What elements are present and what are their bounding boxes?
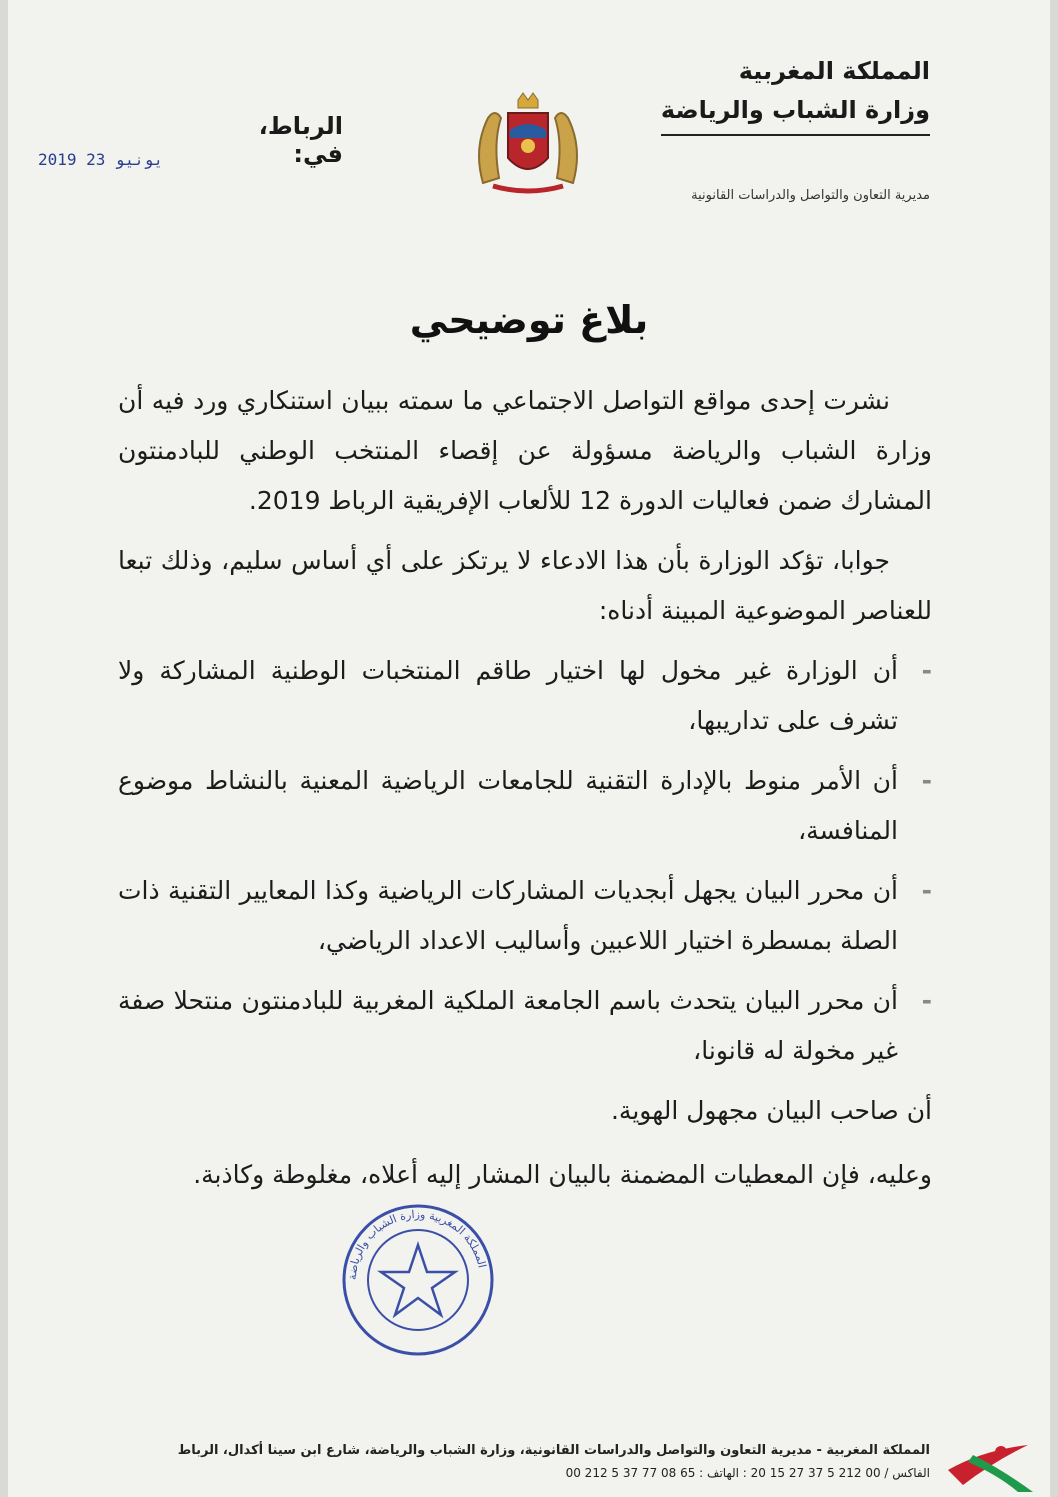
list-item: - أن محرر البيان يجهل أبجديات المشاركات الرياضية وكذا المعايير التقنية ذات الصلة بمسطرة اختيار اللاعبين وأساليب الاعداد الرياضي، [118,876,932,955]
document-body [118,376,932,1210]
list-item: - أن محرر البيان يتحدث باسم الجامعة الملكية المغربية للبادمنتون منتحلا صفة غير مخولة له قانونا، [118,986,932,1065]
svg-text:المملكة المغربية وزارة الشباب: المملكة المغربية وزارة الشباب والرياضة [345,1207,489,1281]
paragraph-intro: نشرت إحدى مواقع التواصل الاجتماعي ما سمته ببيان استنكاري ورد فيه أن وزارة الشباب والرياضة مسؤولة عن إقصاء المنتخب الوطني للبادمنتون المشارك ضمن فعاليات الدورة 12 للألعاب الإفريقية الرباط 2019. [118,386,932,515]
footer-address: المملكة المغربية - مديرية التعاون والتواصل والدراسات القانونية، وزارة الشباب والرياضة، شارع ابن سينا أكدال، الرباط [177,1443,930,1458]
bullet-list [118,646,932,1076]
footer-phones: 00 212 5 37 77 08 65 : الفاكس / 00 212 5 37 27 15 20 : الهاتف [565,1466,930,1480]
directorate-name: مديرية التعاون والتواصل والدراسات القانونية [691,188,930,203]
date-stamp: 2019 يونيو 23 [38,150,164,169]
paragraph-conclusion: وعليه، فإن المعطيات المضمنة بالبيان المشار إليه أعلاه، مغلوطة وكاذبة. [193,1160,932,1189]
paragraph-anonymous: أن صاحب البيان مجهول الهوية. [610,1096,932,1125]
place-date-label: الرباط، في: [258,112,343,168]
document-title: بلاغ توضيحي [409,298,649,342]
document-page [8,0,1050,1497]
list-item: - أن الأمر منوط بالإدارة التقنية للجامعات الرياضية المعنية بالنشاط موضوع المنافسة، [118,766,932,845]
ministry-logo-icon [943,1440,1038,1495]
kingdom-name: المملكة المغربية [738,57,930,85]
royal-coat-of-arms-icon [463,88,593,198]
footer [128,1440,930,1484]
official-stamp-icon [338,1200,498,1360]
letterhead [610,52,930,203]
paragraph-response: جوابا، تؤكد الوزارة بأن هذا الادعاء لا يرتكز على أي أساس سليم، وذلك تبعا للعناصر الموضوعية المبينة أدناه: [118,546,932,625]
ministry-name: وزارة الشباب والرياضة [661,90,930,136]
list-item: - أن الوزارة غير مخول لها اختيار طاقم المنتخبات الوطنية المشاركة ولا تشرف على تداريبها، [118,656,932,735]
